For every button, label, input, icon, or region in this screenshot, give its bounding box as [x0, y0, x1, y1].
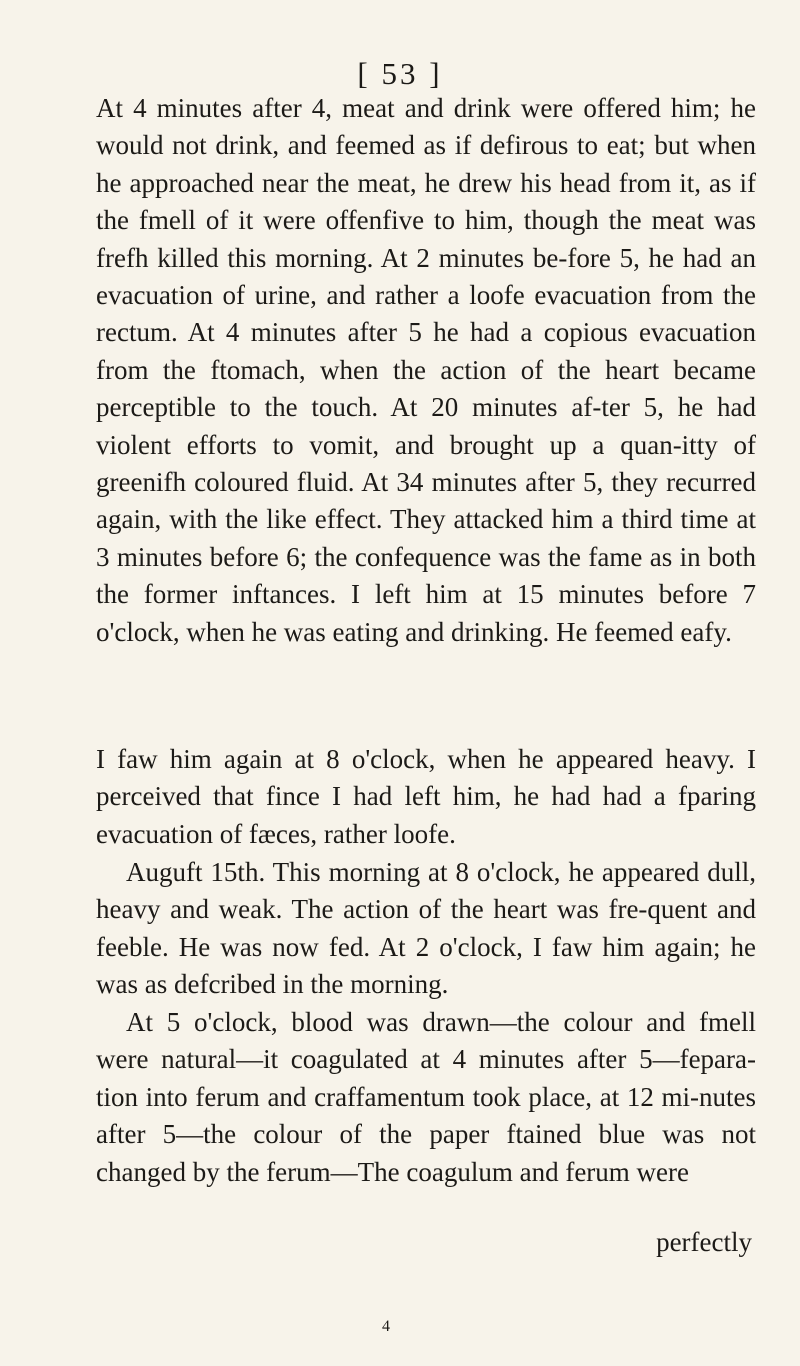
paragraph-3: Auguft 15th. This morning at 8 o'clock, he appeared dull, heavy and weak. The action of the heart was fre-quent and feeble. He was now fed. At 2 o'clock, I faw him again; he was as defcribed in the morning.	[96, 857, 756, 1000]
paragraph-2: I faw him again at 8 o'clock, when he appeared heavy. I perceived that fince I had left him, he had had a fparing evacuation of fæces, rather loofe.	[96, 744, 756, 849]
signature-mark: 4	[382, 1318, 390, 1335]
paragraph-4: At 5 o'clock, blood was drawn—the colour and fmell were natural—it coagulated at 4 minutes after 5—fepara-tion into ferum and craffamentum took place, at 12 mi-nutes after 5—the colour of the paper ftained blue was not changed by the ferum—The coagulum and ferum were	[96, 1007, 756, 1187]
catchword: perfectly	[656, 1227, 752, 1257]
page-number: [ 53 ]	[357, 56, 443, 91]
paragraph-1: At 4 minutes after 4, meat and drink were offered him; he would not drink, and feemed as if defirous to eat; but when he approached near the meat, he drew his head from it, as if the fmell of it were offenfive to him, though the meat was frefh killed this morning. At 2 minutes be-fore 5, he had an evacuation of urine, and rather a loofe evacuation from the rectum. At 4 minutes after 5 he had a copious evacuation from the ftomach, when the action of the heart became perceptible to the touch. At 20 minutes af-ter 5, he had violent efforts to vomit, and brought up a quan-itty of greenifh coloured fluid. At 34 minutes after 5, they recurred again, with the like effect. They attacked him a third time at 3 minutes before 6; the confequence was the fame as in both the former inftances. I left him at 15 minutes before 7 o'clock, when he was eating and drinking. He feemed eafy.	[96, 93, 756, 647]
